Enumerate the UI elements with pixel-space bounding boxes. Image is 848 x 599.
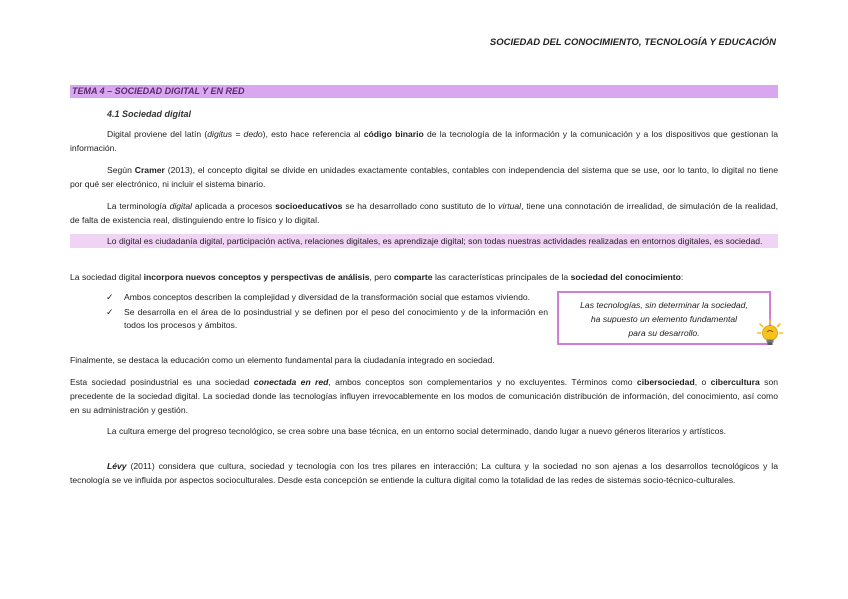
quote-line: ha supuesto un elemento fundamental xyxy=(590,314,738,324)
running-header: SOCIEDAD DEL CONOCIMIENTO, TECNOLOGÍA Y EDUCACIÓN xyxy=(489,37,776,48)
paragraph-culture: La cultura emerge del progreso tecnológico, se crea sobre una base técnica, en un entorno social determinado, dando lugar a nuevo géneros literarios y artísticos. xyxy=(107,426,727,436)
list-item: ✓ Ambos conceptos describen la complejidad y diversidad de la transformación social que estamos viviendo. xyxy=(106,292,531,302)
characteristics-list xyxy=(106,291,548,334)
quote-line: para su desarrollo. xyxy=(628,328,700,338)
section-title: 4.1 Sociedad digital xyxy=(107,109,192,119)
topic-heading: TEMA 4 – SOCIEDAD DIGITAL Y EN RED xyxy=(70,85,778,98)
paragraph-network-society: Esta sociedad posindustrial es una sociedad conectada en red, ambos conceptos son complementarios y no excluyentes. Términos como cibersociedad, o cibercultura son precedente de la sociedad digital. La sociedad donde las tecnologías influyen irrevocablemente en los modos de comunicación distribución de información, del conocimiento, así como en su administración y gestión. xyxy=(70,377,779,415)
paragraph-levy: Lévy (2011) considera que cultura, sociedad y tecnología con los tres pilares en interacción; La cultura y la sociedad no son ajenas a los desarrollos tecnológicos y la tecnología se ve influida por aspectos socioculturales. Desde esta concepción se entiende la cultura digital como la totalidad de las redes de sistemas socio-técnico-culturales. xyxy=(70,461,778,485)
lightbulb-icon xyxy=(757,319,783,349)
paragraph-terminology: La terminología digital aplicada a procesos socioeducativos se ha desarrollado cono sustituto de lo virtual, tiene una connotación de irrealidad, de simulación de la realidad, de falta de existencia real, distinguiendo entre lo físico y lo digital. xyxy=(70,201,779,225)
paragraph-digital-origin: Digital proviene del latín (digitus = dedo), esto hace referencia al código binario de la tecnología de la información y la comunicación y a los dispositivos que gestionan la información. xyxy=(70,129,778,153)
quote-box xyxy=(557,291,771,345)
quote-line: Las tecnologías, sin determinar la sociedad, xyxy=(580,300,748,310)
paragraph-digital-society: La sociedad digital incorpora nuevos conceptos y perspectivas de análisis, pero comparte las características principales de la sociedad del conocimiento: xyxy=(70,272,684,282)
highlighted-paragraph: Lo digital es ciudadanía digital, participación activa, relaciones digitales, es aprendizaje digital; son todas nuestras actividades realizadas en entornos digitales, es sociedad. xyxy=(70,234,778,248)
paragraph-cramer: Según Cramer (2013), el concepto digital se divide en unidades exactamente contables, contables con independencia del sistema que se use, oor lo tanto, lo digital no tiene por qué ser electrónico, ni incluir el sistema binario. xyxy=(70,165,778,189)
paragraph-education: Finalmente, se destaca la educación como un elemento fundamental para la ciudadanía integrado en sociedad. xyxy=(70,355,495,365)
check-icon: ✓ xyxy=(106,292,114,302)
check-icon: ✓ xyxy=(106,307,114,317)
list-item: ✓ Se desarrolla en el área de lo posindustrial y se definen por el peso del conocimiento y de la información en todos los procesos y ámbitos. xyxy=(106,307,548,330)
